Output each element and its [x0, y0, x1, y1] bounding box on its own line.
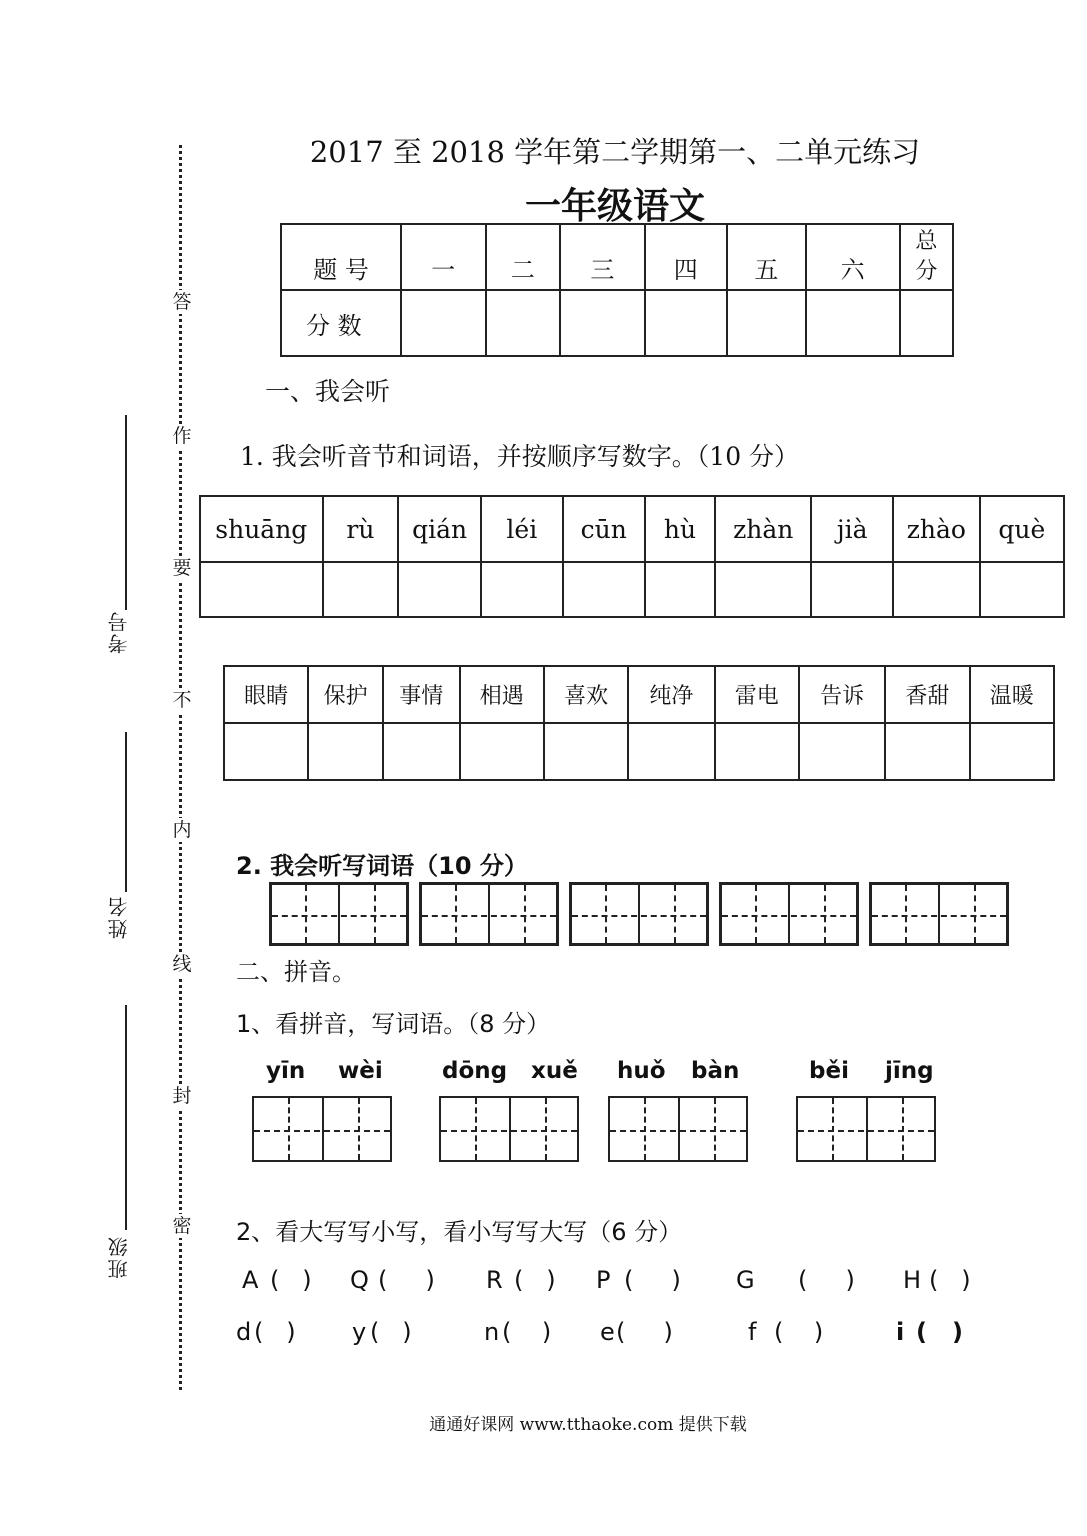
seal-char: 不 [170, 688, 194, 712]
question-number-label: 题 号 [281, 224, 401, 290]
blank-parens[interactable]: ( ) [916, 1318, 964, 1346]
score-row-label: 分 数 [281, 290, 401, 356]
seal-char: 密 [170, 1214, 194, 1238]
exam-number-line[interactable] [125, 415, 127, 610]
writing-grid[interactable] [252, 1096, 392, 1162]
exam-title: 2017 至 2018 学年第二学期第一、二单元练习 [309, 135, 921, 169]
word-cell: 雷电 [715, 666, 799, 723]
writing-grid[interactable] [719, 882, 859, 946]
pinyin-cell: què [980, 496, 1064, 562]
score-cell[interactable] [401, 290, 485, 356]
seal-char: 答 [170, 290, 194, 314]
writing-grid[interactable] [419, 882, 559, 946]
pinyin-cell: qián [398, 496, 481, 562]
name-label: 姓名 [107, 895, 131, 939]
answer-cell[interactable] [323, 562, 399, 617]
blank-parens[interactable]: ( ) [254, 1318, 296, 1346]
letter: f [748, 1318, 757, 1346]
answer-cell[interactable] [481, 562, 563, 617]
answer-cell[interactable] [645, 562, 715, 617]
letter: G [736, 1266, 755, 1294]
pinyin-syllable: huǒ [617, 1058, 666, 1084]
writing-grid[interactable] [608, 1096, 748, 1162]
answer-cell[interactable] [563, 562, 645, 617]
blank-parens[interactable]: ( ) [502, 1318, 552, 1346]
seal-char: 封 [170, 1084, 194, 1108]
answer-cell[interactable] [715, 723, 799, 780]
class-label: 班级 [107, 1235, 131, 1279]
letter: n [484, 1318, 500, 1346]
letter: P [596, 1266, 611, 1294]
writing-grid[interactable] [796, 1096, 936, 1162]
word-cell: 保护 [308, 666, 383, 723]
word-cell: 香甜 [885, 666, 969, 723]
exam-subject: 一年级语文 [524, 186, 705, 227]
answer-cell[interactable] [799, 723, 885, 780]
pinyin-cell: hù [645, 496, 715, 562]
pinyin-cell: léi [481, 496, 563, 562]
words-table [223, 665, 1055, 781]
blank-parens[interactable]: ( ) [378, 1266, 435, 1294]
col-header: 一 [401, 224, 485, 290]
blank-parens[interactable]: ( ) [270, 1266, 312, 1294]
score-cell[interactable] [900, 290, 953, 356]
seal-char: 内 [170, 818, 194, 842]
answer-cell[interactable] [811, 562, 893, 617]
letter: y [352, 1318, 367, 1346]
answer-cell[interactable] [308, 723, 383, 780]
answer-cell[interactable] [970, 723, 1054, 780]
score-cell[interactable] [727, 290, 806, 356]
answer-cell[interactable] [544, 723, 628, 780]
word-cell: 喜欢 [544, 666, 628, 723]
letter: H [903, 1266, 922, 1294]
seal-char: 线 [170, 952, 194, 976]
writing-grid[interactable] [869, 882, 1009, 946]
col-header: 四 [645, 224, 727, 290]
score-cell[interactable] [486, 290, 561, 356]
pinyin-cell: shuāng [200, 496, 323, 562]
section1-heading: 一、我会听 [265, 377, 391, 406]
blank-parens[interactable]: ( ) [624, 1266, 681, 1294]
binding-dotted-line [179, 145, 182, 1390]
pinyin-cell: rù [323, 496, 399, 562]
pinyin-cell: cūn [563, 496, 645, 562]
pinyin-syllable: bàn [691, 1058, 740, 1084]
col-header: 二 [486, 224, 561, 290]
blank-parens[interactable]: ( ) [616, 1318, 673, 1346]
writing-grid[interactable] [269, 882, 409, 946]
pinyin-syllable: xuě [531, 1058, 578, 1084]
score-cell[interactable] [560, 290, 644, 356]
blank-parens[interactable]: ( ) [774, 1318, 824, 1346]
col-header: 三 [560, 224, 644, 290]
letter: A [242, 1266, 259, 1294]
footer-text: 通通好课网 www.tthaoke.com 提供下载 [429, 1415, 747, 1435]
seal-char: 要 [170, 556, 194, 580]
letter: Q [350, 1266, 369, 1294]
word-cell: 温暖 [970, 666, 1054, 723]
total-header: 总 分 [900, 224, 953, 290]
word-cell: 眼睛 [224, 666, 308, 723]
pinyin-syllable: dōng [442, 1058, 508, 1084]
score-cell[interactable] [645, 290, 727, 356]
name-line[interactable] [125, 732, 127, 892]
answer-cell[interactable] [383, 723, 460, 780]
word-cell: 告诉 [799, 666, 885, 723]
pinyin-cell: jià [811, 496, 893, 562]
pinyin-syllable: jīng [885, 1058, 934, 1084]
writing-grid[interactable] [569, 882, 709, 946]
answer-cell[interactable] [200, 562, 323, 617]
section1-q2-text: 2. 我会听写词语（10 分） [236, 852, 528, 880]
answer-cell[interactable] [628, 723, 714, 780]
letter: i [896, 1318, 905, 1346]
letter: e [600, 1318, 615, 1346]
word-cell: 相遇 [460, 666, 544, 723]
blank-parens[interactable]: ( ) [798, 1266, 855, 1294]
pinyin-syllable: wèi [338, 1058, 383, 1084]
blank-parens[interactable]: ( ) [514, 1266, 556, 1294]
score-table [280, 223, 954, 357]
col-header: 五 [727, 224, 806, 290]
answer-cell[interactable] [460, 723, 544, 780]
blank-parens[interactable]: ( ) [929, 1266, 971, 1294]
section1-q1-text: 1. 我会听音节和词语，并按顺序写数字。（10 分） [240, 442, 800, 471]
word-cell: 事情 [383, 666, 460, 723]
pinyin-cell: zhàn [715, 496, 811, 562]
answer-cell[interactable] [398, 562, 481, 617]
section2-heading: 二、拼音。 [236, 958, 356, 986]
col-header: 六 [806, 224, 900, 290]
pinyin-cell: zhào [893, 496, 980, 562]
score-cell[interactable] [806, 290, 900, 356]
section2-q2-text: 2、看大写写小写，看小写写大写（6 分） [236, 1218, 683, 1246]
class-line[interactable] [125, 1005, 127, 1230]
exam-number-label: 考号 [107, 610, 131, 654]
word-cell: 纯净 [628, 666, 714, 723]
blank-parens[interactable]: ( ) [370, 1318, 412, 1346]
section2-q1-text: 1、看拼音，写词语。（8 分） [236, 1010, 551, 1038]
answer-cell[interactable] [224, 723, 308, 780]
letter: R [486, 1266, 503, 1294]
pinyin-table [199, 495, 1065, 618]
answer-cell[interactable] [715, 562, 811, 617]
writing-grid[interactable] [439, 1096, 579, 1162]
seal-char: 作 [170, 424, 194, 448]
pinyin-syllable: běi [809, 1058, 849, 1084]
answer-cell[interactable] [885, 723, 969, 780]
pinyin-syllable: yīn [266, 1058, 306, 1084]
answer-cell[interactable] [980, 562, 1064, 617]
answer-cell[interactable] [893, 562, 980, 617]
letter: d [236, 1318, 252, 1346]
